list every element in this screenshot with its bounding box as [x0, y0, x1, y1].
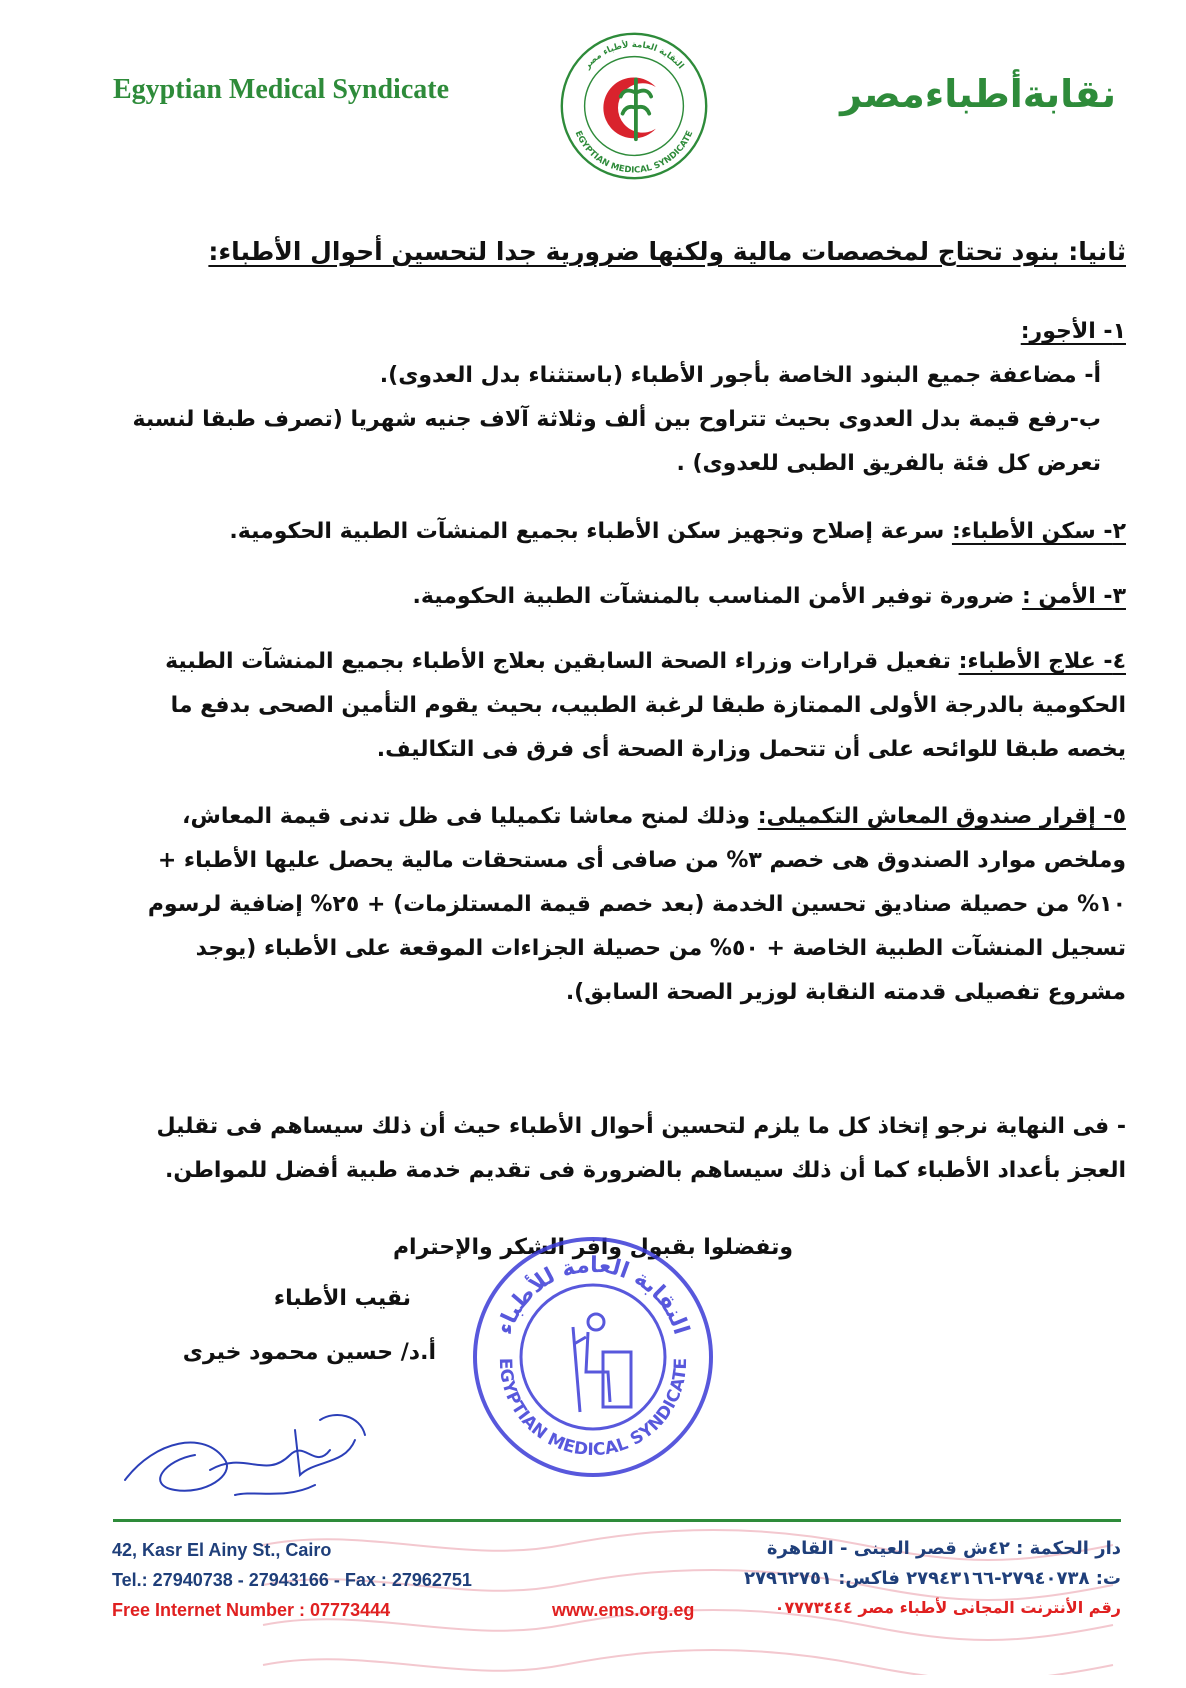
footer-free-number-arabic: رقم الأنترنت المجانى لأطباء مصر ٠٧٧٧٣٤٤٤ [774, 1598, 1121, 1617]
section-security [120, 575, 1126, 619]
security-label: ٣- الأمن : [1021, 584, 1126, 609]
handwritten-signature [115, 1400, 415, 1520]
official-stamp [468, 1232, 718, 1482]
footer-address-arabic: دار الحكمة : ٤٢ش قصر العينى - القاهرة [766, 1538, 1121, 1559]
treatment-text: تفعيل قرارات وزراء الصحة السابقين بعلاج الأطباء بجميع المنشآت الطبية الحكومية بالدرجة الأولى الممتازة طبقا لرغبة الطبيب، بحيث يقوم التأمين الصحى بدفع ما يخصه طبقا للوائحه على أن تتحمل وزارة الصحة أى فرق فى التكاليف. [165, 649, 1126, 762]
housing-text: سرعة إصلاح وتجهيز سكن الأطباء بجميع المنشآت الطبية الحكومية. [229, 519, 952, 544]
security-text: ضرورة توفير الأمن المناسب بالمنشآت الطبية الحكومية. [412, 584, 1022, 609]
wages-item-a: أ- مضاعفة جميع البنود الخاصة بأجور الأطباء (باستثناء بدل العدوى). [379, 363, 1101, 388]
treatment-label: ٤- علاج الأطباء: [958, 649, 1126, 674]
footer-address-english: 42, Kasr El Ainy St., Cairo [112, 1540, 332, 1560]
syndicate-name-english: Egyptian Medical Syndicate [113, 74, 450, 105]
section-treatment [120, 640, 1126, 772]
closing-thanks: وتفضلوا بقبول وافر الشكر والإحترام [392, 1235, 794, 1260]
footer-divider [113, 1519, 1121, 1522]
signatory-name: أ.د/ حسين محمود خيرى [182, 1340, 436, 1365]
stamp-text-arabic: النقابة العامة للأطباء [492, 1252, 694, 1338]
seated-figure-icon [573, 1314, 631, 1412]
stamp-text-english: EGYPTIAN MEDICAL SYNDICATE [494, 1357, 692, 1461]
wages-item-b: ب-رفع قيمة بدل العدوى بحيث تتراوح بين ألف وثلاثة آلاف جنيه شهريا (تصرف طبقا لنسبة تعرض كل فئة بالفريق الطبى للعدوى) . [132, 407, 1101, 476]
section-wages [120, 310, 1126, 486]
footer-free-number-english: Free Internet Number : 07773444 [112, 1600, 391, 1620]
pension-label: ٥- إقرار صندوق المعاش التكميلى: [757, 804, 1126, 829]
syndicate-name-arabic: نقابةأطباءمصر [840, 72, 1116, 116]
signatory-title: نقيب الأطباء [273, 1286, 411, 1311]
svg-text:النقابة العامة للأطباء [492, 1253, 693, 1338]
closing-paragraph: - فى النهاية نرجو إتخاذ كل ما يلزم لتحسين أحوال الأطباء حيث أن ذلك سيساهم فى تقليل العجز بأعداد الأطباء كما أن ذلك سيساهم بالضرورة فى تقديم خدمة طبية أفضل للمواطن. [156, 1114, 1126, 1183]
pension-text: وذلك لمنح معاشا تكميليا فى ظل تدنى قيمة المعاش، وملخص موارد الصندوق هى خصم ٣% من صافى أى مستحقات مالية يحصل عليها الأطباء + ١٠% من حصيلة صناديق تحسين الخدمة (بعد خصم قيمة المستلزمات) + ٢٥% إضافية لرسوم تسجيل المنشآت الطبية الخاصة + ٥٠% من حصيلة الجزاءات الموقعة على الأطباء (يوجد مشروع تفصيلى قدمته النقابة لوزير الصحة السابق). [147, 804, 1126, 1005]
logo-ring-text-english: EGYPTIAN MEDICAL SYNDICATE [572, 129, 696, 176]
housing-label: ٢- سكن الأطباء: [951, 519, 1126, 544]
footer-phone-arabic: ت: ٢٧٩٤٠٧٣٨-٢٧٩٤٣١٦٦ فاكس: ٢٧٩٦٢٧٥١ [744, 1568, 1121, 1589]
section-pension-fund [120, 795, 1126, 1015]
section-housing [120, 510, 1126, 554]
syndicate-logo [558, 30, 710, 182]
footer-website-link[interactable]: www.ems.org.eg [552, 1600, 695, 1620]
footer-phone-english: Tel.: 27940738 - 27943166 - Fax : 27962751 [112, 1570, 472, 1590]
logo-ring-text-arabic: النقابة العامة لأطباء مصر [582, 40, 686, 72]
section-heading: ثانيا: بنود تحتاج لمخصصات مالية ولكنها ضرورية جدا لتحسين أحوال الأطباء: [208, 237, 1126, 266]
wages-title: ١- الأجور: [1020, 319, 1126, 344]
